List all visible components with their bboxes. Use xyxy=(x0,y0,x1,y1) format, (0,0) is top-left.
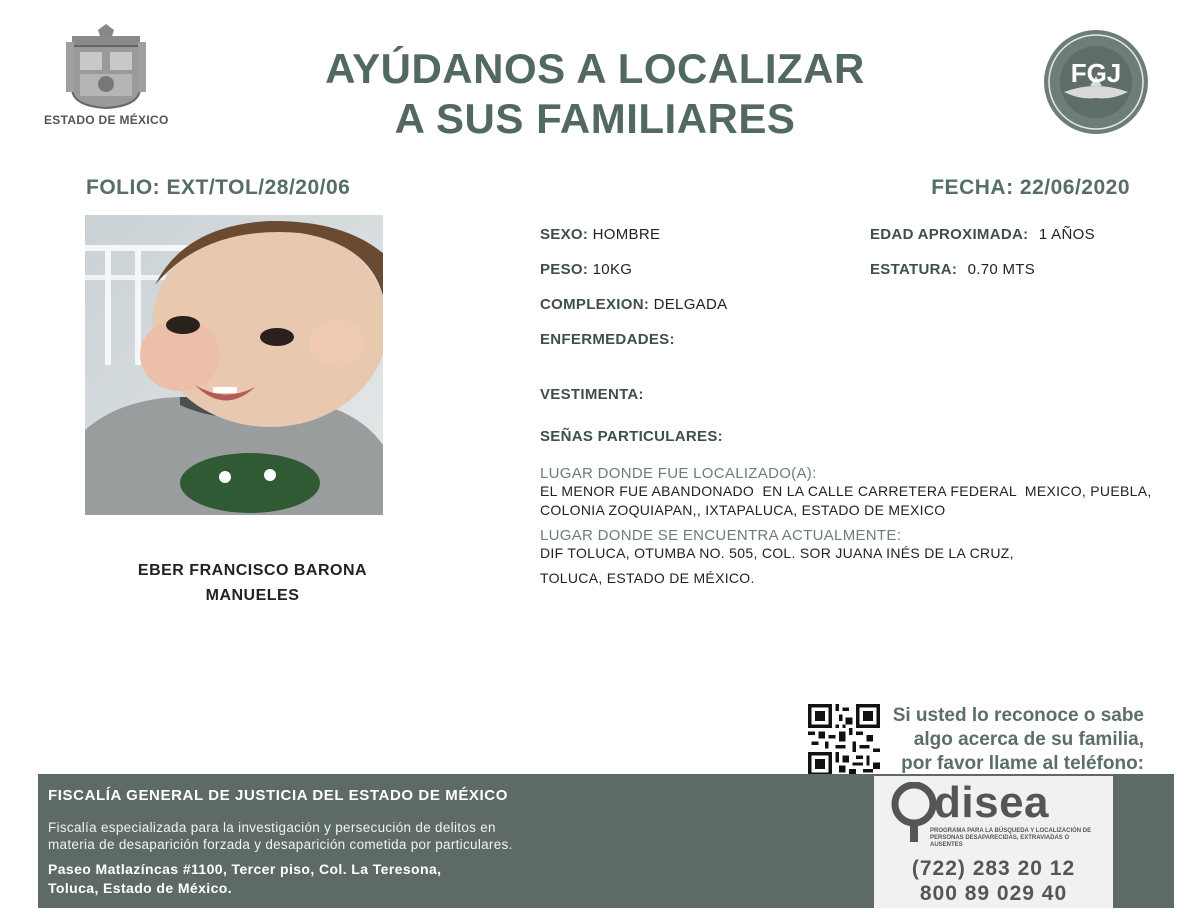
footer-desc-line-2: materia de desaparición forzada y desaparición cometida por particulares. xyxy=(48,837,513,852)
field-estatura xyxy=(870,261,1035,278)
callout-line-2: algo acerca de su familia, xyxy=(913,729,1144,750)
odisea-wordmark: disea xyxy=(934,778,1050,827)
footer-addr-line-2: Toluca, Estado de México. xyxy=(48,880,233,896)
lugar-localizado xyxy=(540,465,1180,520)
edomex-logo xyxy=(66,22,146,110)
vestimenta-label: VESTIMENTA: xyxy=(540,386,644,403)
lugar-localizado-label: LUGAR DONDE FUE LOCALIZADO(A): xyxy=(540,465,817,482)
peso-label: PESO: xyxy=(540,261,589,278)
complexion-value: DELGADA xyxy=(653,296,728,313)
footer-address xyxy=(48,860,568,898)
fecha: FECHA: 22/06/2020 xyxy=(931,176,1130,199)
odisea-subtitle: PROGRAMA PARA LA BÚSQUEDA Y LOCALIZACIÓN DE PERSONAS DESAPARECIDAS, EXTRAVIADAS O AUSENTES xyxy=(930,828,1092,848)
edomex-label: ESTADO DE MÉXICO xyxy=(44,113,169,127)
child-photo-image xyxy=(85,215,383,515)
enfermedades-label: ENFERMEDADES: xyxy=(540,331,675,348)
senas-label: SEÑAS PARTICULARES: xyxy=(540,428,723,445)
lugar-actual-line-1: DIF TOLUCA, OTUMBA NO. 505, COL. SOR JUANA INÉS DE LA CRUZ, xyxy=(540,545,1014,561)
title-line-1: AYÚDANOS A LOCALIZAR xyxy=(325,45,865,92)
odisea-logo xyxy=(890,780,1105,850)
edad-value: 1 AÑOS xyxy=(1038,226,1095,243)
field-senas xyxy=(540,428,723,445)
edad-label: EDAD APROXIMADA: xyxy=(870,226,1029,243)
contact-callout xyxy=(882,704,1144,776)
field-enfermedades xyxy=(540,331,675,348)
title-line-2: A SUS FAMILIARES xyxy=(394,95,796,142)
estatura-label: ESTATURA: xyxy=(870,261,958,278)
callout-line-1: Si usted lo reconoce o sabe xyxy=(892,705,1144,726)
field-vestimenta xyxy=(540,386,644,403)
lugar-actual-label: LUGAR DONDE SE ENCUENTRA ACTUALMENTE: xyxy=(540,527,902,544)
person-photo xyxy=(85,215,383,515)
person-name xyxy=(120,558,385,608)
field-edad xyxy=(870,226,1095,243)
complexion-label: COMPLEXION: xyxy=(540,296,650,313)
lugar-localizado-line-2: COLONIA ZOQUIAPAN,, IXTAPALUCA, ESTADO DE MEXICO xyxy=(540,502,946,518)
sexo-label: SEXO: xyxy=(540,226,589,243)
lugar-localizado-line-1: EL MENOR FUE ABANDONADO EN LA CALLE CARRETERA FEDERAL MEXICO, PUEBLA, xyxy=(540,483,1152,499)
person-name-line-1: EBER FRANCISCO BARONA xyxy=(137,562,368,579)
fgj-logo xyxy=(1042,28,1150,136)
qr-code[interactable] xyxy=(808,704,880,776)
qr-code-icon xyxy=(808,704,880,776)
footer-addr-line-1: Paseo Matlazíncas #1100, Tercer piso, Col. La Teresona, xyxy=(48,861,442,877)
footer-title: FISCALÍA GENERAL DE JUSTICIA DEL ESTADO DE MÉXICO xyxy=(48,787,508,804)
sexo-value: HOMBRE xyxy=(592,226,661,243)
field-peso xyxy=(540,261,632,278)
peso-value: 10KG xyxy=(592,261,633,278)
field-sexo xyxy=(540,226,660,243)
callout-line-3: por favor llame al teléfono: xyxy=(901,753,1144,774)
lugar-actual-line-2: TOLUCA, ESTADO DE MÉXICO. xyxy=(540,570,755,586)
footer-description xyxy=(48,819,648,853)
field-complexion xyxy=(540,296,727,313)
footer-desc-line-1: Fiscalía especializada para la investigación y persecución de delitos en xyxy=(48,820,496,835)
estatura-value: 0.70 MTS xyxy=(967,261,1036,278)
person-name-line-2: MANUELES xyxy=(205,587,300,604)
phone-number-1[interactable]: (722) 283 20 12 xyxy=(911,857,1076,880)
page-title xyxy=(250,44,940,144)
folio: FOLIO: EXT/TOL/28/20/06 xyxy=(86,176,351,199)
fgj-logo-text: FGJ xyxy=(1070,58,1122,88)
edomex-shield-icon xyxy=(66,22,146,110)
phone-number-2[interactable]: 800 89 029 40 xyxy=(919,882,1068,905)
lugar-actual xyxy=(540,527,1180,588)
